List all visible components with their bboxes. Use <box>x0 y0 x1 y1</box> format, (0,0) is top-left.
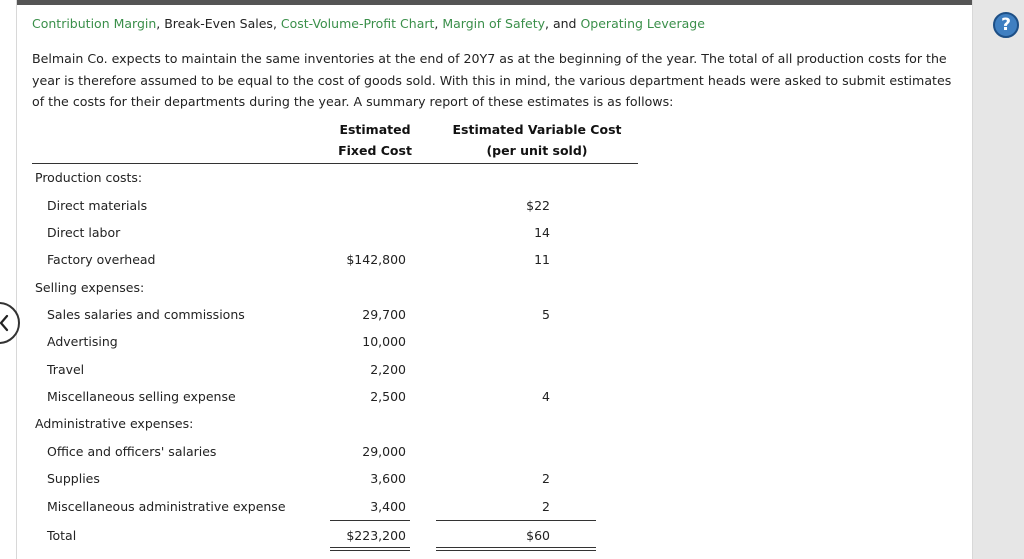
header-fixed-line2: Fixed Cost <box>338 143 412 158</box>
table-row <box>0 526 972 546</box>
table-row <box>0 442 972 462</box>
fixed-cost-cell: 2,200 <box>370 362 406 377</box>
header-fixed-line1: Estimated <box>339 122 411 137</box>
topic-break-even-sales: Break-Even Sales <box>164 16 273 31</box>
fixed-cost-cell: 29,700 <box>362 307 406 322</box>
row-label: Factory overhead <box>47 252 156 267</box>
row-category-label: Administrative expenses: <box>35 416 194 431</box>
row-label: Miscellaneous administrative expense <box>47 499 286 514</box>
fixed-cost-cell: 3,600 <box>370 471 406 486</box>
row-label: Travel <box>47 362 85 377</box>
row-label: Supplies <box>47 471 100 486</box>
topic-link-operating-leverage[interactable]: Operating Leverage <box>580 16 705 31</box>
variable-total-rule <box>436 520 596 521</box>
header-variable-cost <box>440 119 634 161</box>
fixed-total-rule <box>330 520 410 521</box>
topic-link-cvp-chart[interactable]: Cost-Volume-Profit Chart <box>280 16 435 31</box>
table-row <box>0 196 972 216</box>
fixed-cost-cell: 3,400 <box>370 499 406 514</box>
header-rule <box>32 163 638 164</box>
table-row <box>0 469 972 489</box>
variable-cost-cell: 2 <box>542 471 550 486</box>
right-gutter <box>973 0 1024 559</box>
table-row <box>0 305 972 325</box>
table-row <box>0 332 972 352</box>
fixed-cost-cell: 2,500 <box>370 389 406 404</box>
variable-cost-cell: 4 <box>542 389 550 404</box>
variable-cost-cell: $60 <box>526 528 550 543</box>
topic-separator: , and <box>545 16 581 31</box>
table-row <box>0 278 972 298</box>
header-variable-line1: Estimated Variable Cost <box>452 122 622 137</box>
row-category-label: Production costs: <box>35 170 143 185</box>
topic-links <box>32 16 705 31</box>
row-category-label: Selling expenses: <box>35 280 145 295</box>
fixed-cost-cell: 10,000 <box>362 334 406 349</box>
fixed-cost-cell: $223,200 <box>346 528 406 543</box>
topic-link-contribution-margin[interactable]: Contribution Margin <box>32 16 157 31</box>
table-row <box>0 497 972 517</box>
table-row <box>0 414 972 434</box>
fixed-cost-cell: 29,000 <box>362 444 406 459</box>
variable-double-rule <box>436 547 596 551</box>
variable-cost-cell: 11 <box>534 252 550 267</box>
variable-cost-cell: 14 <box>534 225 550 240</box>
header-variable-line2: (per unit sold) <box>486 143 588 158</box>
row-label: Advertising <box>47 334 118 349</box>
header-fixed-cost <box>330 119 420 161</box>
row-label: Office and officers' salaries <box>47 444 217 459</box>
fixed-double-rule <box>330 547 410 551</box>
row-label: Miscellaneous selling expense <box>47 389 236 404</box>
row-label: Direct labor <box>47 225 121 240</box>
row-label: Sales salaries and commissions <box>47 307 245 322</box>
table-row <box>0 250 972 270</box>
variable-cost-cell: $22 <box>526 198 550 213</box>
table-row <box>0 223 972 243</box>
problem-intro: Belmain Co. expects to maintain the same inventories at the end of 20Y7 as at the beginning of the year. The total of all production costs for the year is therefore assumed to be equal to the cost of goods sold. With this in mind, the various department heads were asked to submit estimates of the costs for their departments during the year. A summary report of these estimates is as follows: <box>32 51 952 109</box>
topic-separator: , <box>272 16 281 31</box>
top-border <box>16 0 974 5</box>
table-row <box>0 360 972 380</box>
topic-link-margin-of-safety[interactable]: Margin of Safety <box>442 16 546 31</box>
help-button[interactable] <box>993 12 1019 38</box>
topic-separator: , <box>156 16 165 31</box>
row-label: Total <box>47 528 77 543</box>
variable-cost-cell: 5 <box>542 307 550 322</box>
row-label: Direct materials <box>47 198 148 213</box>
question-mark-icon: ? <box>1001 15 1011 35</box>
topic-separator: , <box>434 16 443 31</box>
variable-cost-cell: 2 <box>542 499 550 514</box>
fixed-cost-cell: $142,800 <box>346 252 406 267</box>
table-row <box>0 387 972 407</box>
table-row <box>0 168 972 188</box>
